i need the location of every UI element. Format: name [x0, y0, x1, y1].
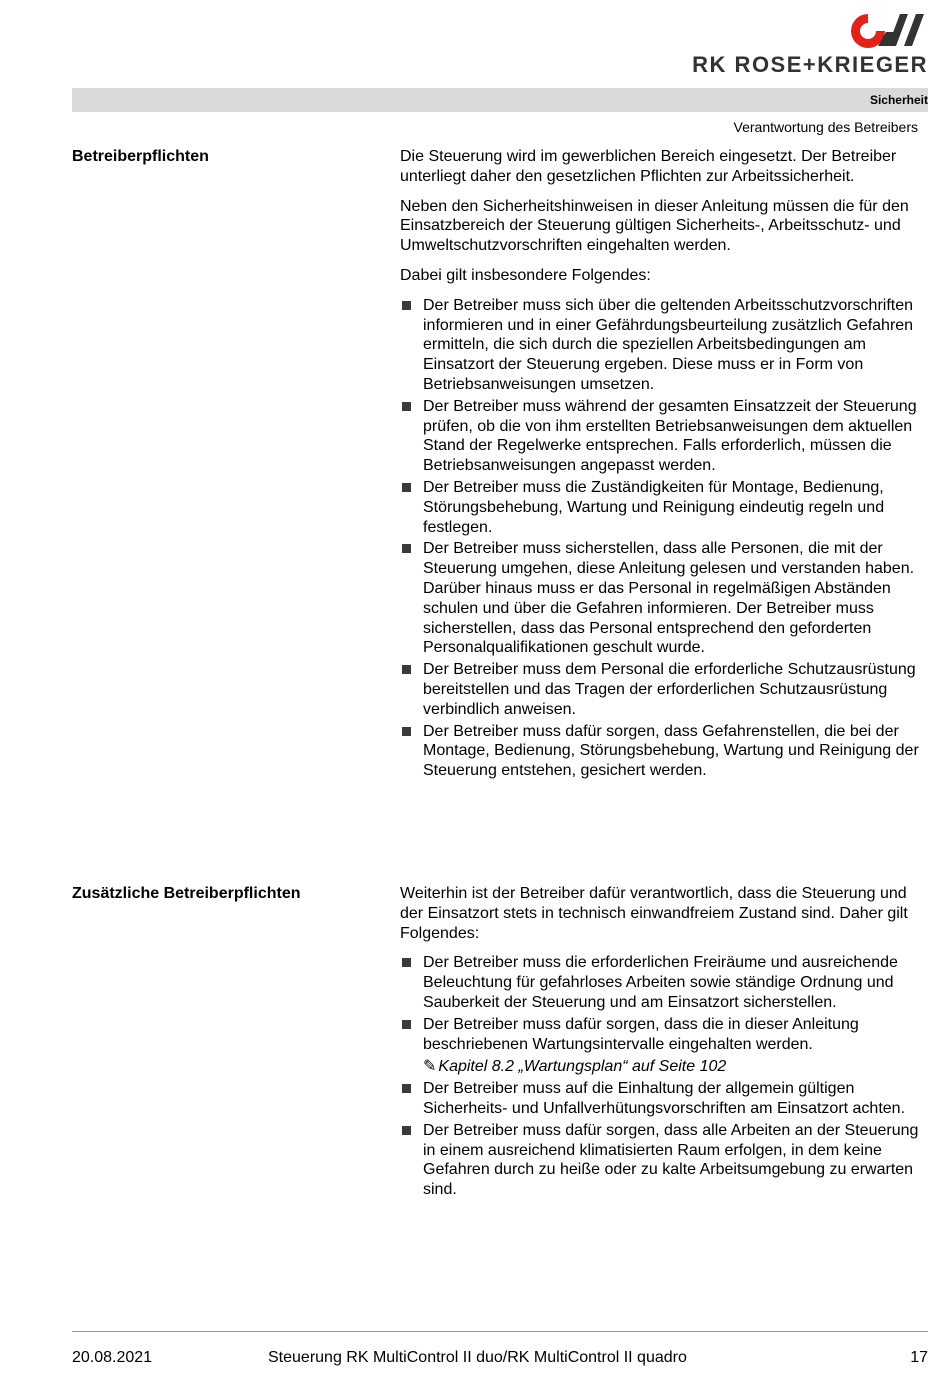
list-item: Der Betreiber muss sich über die geltenden Arbeitsschutzvorschriften informieren und in einer Gefährdungsbeurteilung zusätzlich Gefahren ermitteln, die sich durch die speziellen Arbeitsbedingungen am Einsatzort der Steuerung ergeben. Diese muss er in Form von Betriebsanweisungen umsetzen.	[400, 296, 928, 395]
arrow-reference-icon: ✎	[423, 1058, 437, 1076]
paragraph: Die Steuerung wird im gewerblichen Bereich eingesetzt. Der Betreiber unterliegt daher den gesetzlichen Pflichten zur Arbeitssicherheit.	[400, 148, 897, 185]
square-bullet-icon	[402, 1020, 411, 1029]
list-item: Der Betreiber muss dafür sorgen, dass die in dieser Anleitung beschriebenen Wartungsintervalle eingehalten werden. ✎ Kapitel 8.2 „Wartungsplan“ auf Seite 102	[400, 1015, 928, 1077]
page-number: 17	[910, 1349, 928, 1366]
zusaetzliche-content	[400, 884, 928, 1202]
square-bullet-icon	[402, 958, 411, 967]
brand-name: RK ROSE+KRIEGER	[692, 52, 928, 77]
list-item: Der Betreiber muss während der gesamten Einsatzzeit der Steuerung prüfen, ob die von ihm erstellten Betriebsanweisungen dem aktuellen Stand der Regelwerke entsprechen. Falls erforderlich, müssen die Betriebsanweisungen angepasst werden.	[400, 397, 928, 476]
footer-document-title: Steuerung RK MultiControl II duo/RK MultiControl II quadro	[268, 1349, 687, 1366]
duty-list	[400, 953, 928, 1200]
rk-logo-icon	[848, 12, 928, 48]
section-title: Sicherheit	[869, 93, 928, 107]
footer-divider	[72, 1331, 928, 1332]
list-item: Der Betreiber muss dem Personal die erforderliche Schutzausrüstung bereitstellen und das Tragen der erforderlichen Schutzausrüstung verbindlich anweisen.	[400, 660, 928, 719]
square-bullet-icon	[402, 665, 411, 674]
company-logo	[678, 12, 928, 77]
paragraph: Weiterhin ist der Betreiber dafür verantwortlich, dass die Steuerung und der Einsatzort stets in technisch einwandfreiem Zustand sind. Daher gilt Folgendes:	[400, 885, 908, 942]
list-item: Der Betreiber muss die Zuständigkeiten für Montage, Bedienung, Störungsbehebung, Wartung und Reinigung eindeutig regeln und festlegen.	[400, 478, 928, 537]
list-item: Der Betreiber muss auf die Einhaltung der allgemein gültigen Sicherheits- und Unfallverhütungsvorschriften am Einsatzort achten.	[400, 1079, 928, 1119]
heading-zusaetzliche-betreiberpflichten: Zusätzliche Betreiberpflichten	[72, 885, 301, 902]
list-item: Der Betreiber muss die erforderlichen Freiräume und ausreichende Beleuchtung für gefahrloses Arbeiten sowie ständige Ordnung und Sauberkeit der Steuerung und am Einsatzort sicherstellen.	[400, 953, 928, 1012]
list-item: Der Betreiber muss dafür sorgen, dass Gefahrenstellen, die bei der Montage, Bedienung, Störungsbehebung, Wartung und Reinigung der Steuerung entstehen, gesichert werden.	[400, 722, 928, 781]
heading-betreiberpflichten: Betreiberpflichten	[72, 148, 209, 165]
list-item: Der Betreiber muss sicherstellen, dass alle Personen, die mit der Steuerung umgehen, diese Anleitung gelesen und verstanden haben. Darüber hinaus muss er das Personal in regelmäßigen Abständen schulen und über die Gefahren informieren. Der Betreiber muss sicherstellen, dass das Personal entsprechend den geforderten Personalqualifikationen geschult wurde.	[400, 539, 928, 658]
list-item: Der Betreiber muss dafür sorgen, dass alle Arbeiten an der Steuerung in einem ausreichend klimatisierten Raum erfolgen, in dem keine Gefahren durch zu heiße oder zu kalte Arbeitsumgebung zu erwarten sind.	[400, 1121, 928, 1200]
square-bullet-icon	[402, 402, 411, 411]
square-bullet-icon	[402, 1126, 411, 1135]
paragraph: Neben den Sicherheitshinweisen in dieser Anleitung müssen die für den Einsatzbereich der Steuerung gültigen Sicherheits-, Arbeitsschutz- und Umweltschutzvorschriften eingehalten werden.	[400, 197, 909, 255]
square-bullet-icon	[402, 1084, 411, 1093]
section-bar	[72, 88, 928, 112]
square-bullet-icon	[402, 301, 411, 310]
footer-date: 20.08.2021	[72, 1349, 153, 1366]
cross-reference-link[interactable]: ✎ Kapitel 8.2 „Wartungsplan“ auf Seite 102	[423, 1058, 727, 1076]
square-bullet-icon	[402, 544, 411, 553]
subsection-title: Verantwortung des Betreibers	[733, 119, 918, 135]
square-bullet-icon	[402, 727, 411, 736]
square-bullet-icon	[402, 483, 411, 492]
betreiberpflichten-content	[400, 147, 928, 783]
paragraph: Dabei gilt insbesondere Folgendes:	[400, 266, 651, 284]
duty-list	[400, 296, 928, 781]
